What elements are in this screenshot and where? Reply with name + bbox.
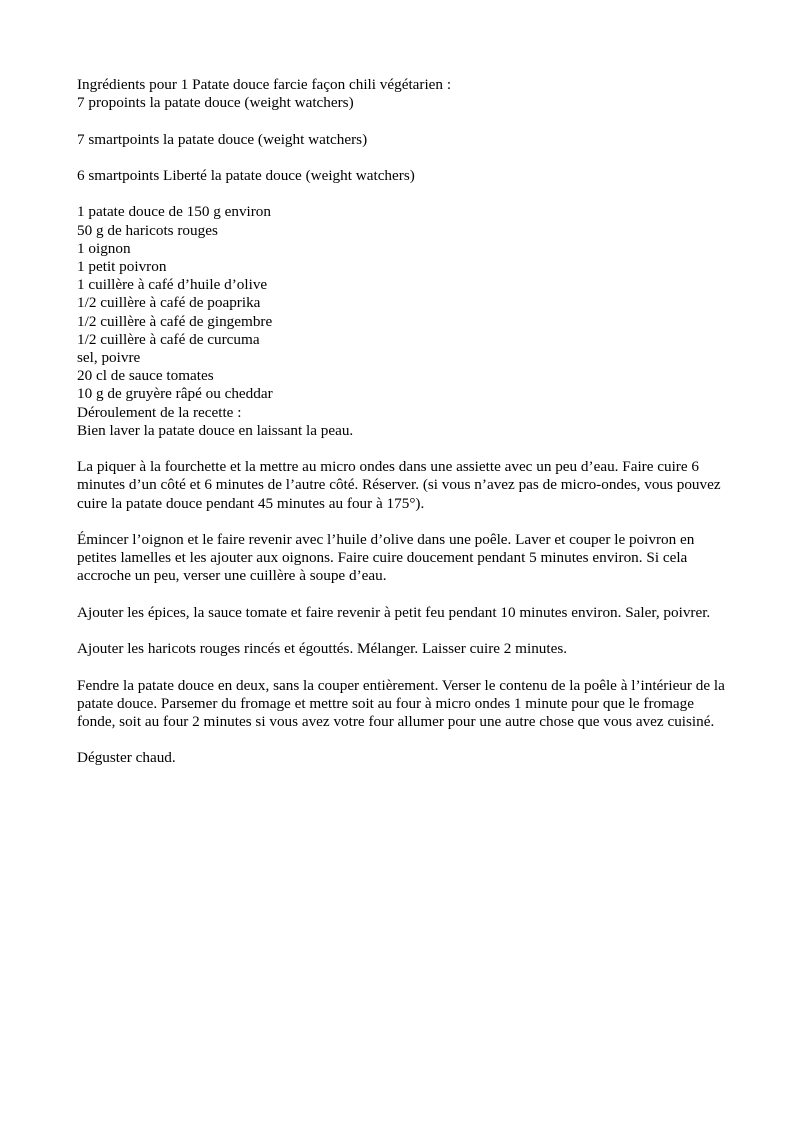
ingredient-list xyxy=(77,203,727,403)
ingredient-item: 1 cuillère à café d’huile d’olive xyxy=(77,276,268,294)
ingredient-item: 10 g de gruyère râpé ou cheddar xyxy=(77,385,273,403)
smartpoints-liberte-line: 6 smartpoints Liberté la patate douce (weight watchers) xyxy=(77,166,415,184)
smartpoints-line: 7 smartpoints la patate douce (weight watchers) xyxy=(77,130,368,148)
step-paragraph: Ajouter les épices, la sauce tomate et faire revenir à petit feu pendant 10 minutes environ. Saler, poivrer. xyxy=(77,603,711,621)
recipe-title: Ingrédients pour 1 Patate douce farcie façon chili végétarien : xyxy=(77,76,452,93)
ingredient-item: 1 oignon xyxy=(77,239,131,257)
spacer xyxy=(77,586,727,604)
step-paragraph: Fendre la patate douce en deux, sans la couper entièrement. Verser le contenu de la poêle à l’intérieur de la patate douce. Parsemer du fromage et mettre soit au four à micro ondes 1 minute pour que le fromage fonde, soit au four 2 minutes si vous avez votre four allumer pour une autre chose que vous avez cuisiné. xyxy=(77,676,725,730)
ingredient-item: 20 cl de sauce tomates xyxy=(77,367,214,385)
propoints-line: 7 propoints la patate douce (weight watchers) xyxy=(77,94,354,112)
ingredient-item: 1 petit poivron xyxy=(77,257,167,275)
spacer xyxy=(77,622,727,640)
ingredient-item: sel, poivre xyxy=(77,349,141,366)
ingredient-item: 1/2 cuillère à café de poaprika xyxy=(77,294,261,312)
ingredient-item: 50 g de haricots rouges xyxy=(77,221,218,239)
spacer xyxy=(77,185,727,203)
step-paragraph: Ajouter les haricots rouges rincés et égouttés. Mélanger. Laisser cuire 2 minutes. xyxy=(77,640,568,658)
step-paragraph: La piquer à la fourchette et la mettre au micro ondes dans une assiette avec un peu d’eau. Faire cuire 6 minutes d’un côté et 6 minutes de l’autre côté. Réserver. (si vous n’avez pas de micro-ondes, vous pouvez cuire la patate douce pendant 45 minutes au four à 175°). xyxy=(77,458,721,512)
ingredient-item: 1/2 cuillère à café de curcuma xyxy=(77,330,260,348)
steps-heading: Déroulement de la recette : xyxy=(77,403,242,421)
spacer xyxy=(77,731,727,749)
closing-line: Déguster chaud. xyxy=(77,749,176,767)
ingredient-item: 1/2 cuillère à café de gingembre xyxy=(77,312,273,330)
spacer xyxy=(77,440,727,458)
ingredient-item: 1 patate douce de 150 g environ xyxy=(77,203,271,221)
spacer xyxy=(77,513,727,531)
step-paragraph: Bien laver la patate douce en laissant la peau. xyxy=(77,421,354,439)
step-paragraph: Émincer l’oignon et le faire revenir avec l’huile d’olive dans une poêle. Laver et couper le poivron en petites lamelles et les ajouter aux oignons. Faire cuire doucement pendant 5 minutes environ. Si cela accroche un peu, verser une cuillère à soupe d’eau. xyxy=(77,531,695,585)
spacer xyxy=(77,112,727,130)
spacer xyxy=(77,658,727,676)
document-page xyxy=(77,76,727,768)
spacer xyxy=(77,149,727,167)
